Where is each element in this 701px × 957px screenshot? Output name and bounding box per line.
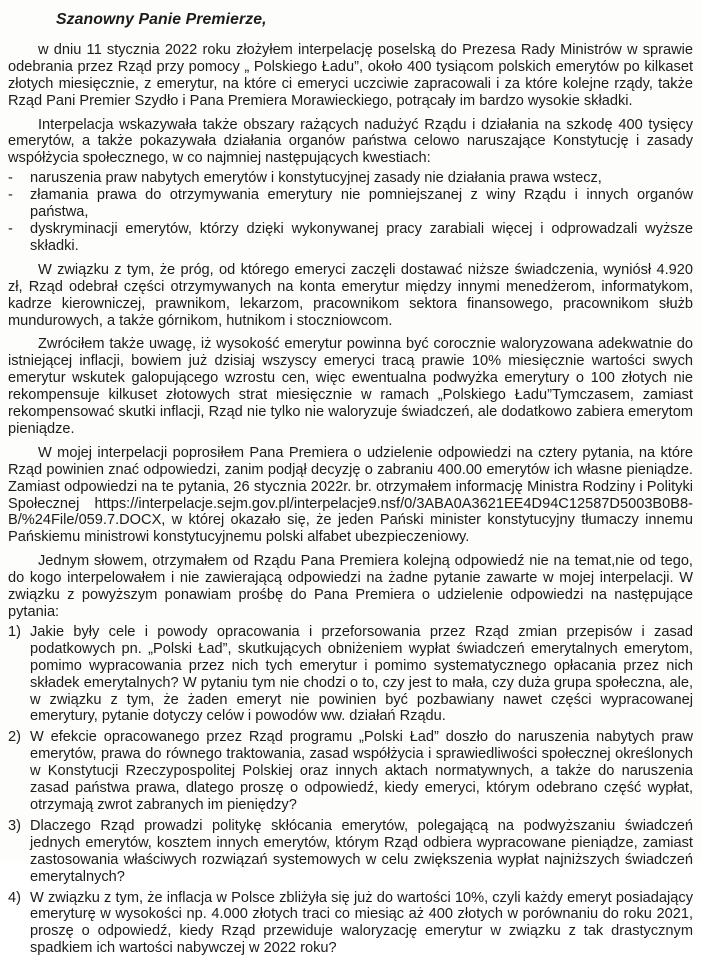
question-text: W związku z tym, że inflacja w Polsce zbliżyła się już do wartości 10%, czyli każdy emeryt posiadający emeryturę w wysokości np. 4.000 złotych traci co miesiąc aż 400 złotych w porównaniu do roku 2021, proszę o odpowiedź, kiedy Rząd przewiduje waloryzację emerytur w związku z tak drastycznym spadkiem ich wartości nabywczej w 2022 roku? [30,890,693,957]
question-text: Dlaczego Rząd prowadzi politykę skłócania emerytów, polegającą na podwyższaniu świadczeń jednych emerytów, kosztem innych emerytów, którym Rząd odbiera wypracowane pieniądze, zamiast zastosowania właściwych rozwiązań systemowych w celu zwiększenia wypłat najniższych świadczeń emerytalnych? [30,818,693,886]
question-text: Jakie były cele i powody opracowania i przeforsowania przez Rząd zmian przepisów i zasad podatkowych pn. „Polski Ład”, skutkujących obniżeniem wypłat świadczeń emerytalnych emerytom, pomimo wypracowania przez nich tych emerytur i pomimo systematycznego opłacania przez nich składek emerytalnych? W pytaniu tym nie chodzi o to, czy jest to mała, czy duża grupa społeczna, ale, w związku z tym, że żaden emeryt nie powinien być pozbawiany nawet części wypracowanej emerytury, pytanie dotyczy celów i powodów ww. działań Rządu. [30,624,693,725]
question-number: 2) [8,729,30,814]
question-number: 1) [8,624,30,725]
question-item [8,818,693,886]
question-number: 3) [8,818,30,886]
paragraph-naduzycia-intro: Interpelacja wskazywała także obszary rażących nadużyć Rządu i działania na szkodę 400 tysięcy emerytów, a także pokazywała działania organów państwa celowo naruszające Konstytucję i zasady współżycia społecznego, w co najmniej następujących kwestiach: [8,117,693,168]
paragraph-interpelacja-zlozenie: w dniu 11 stycznia 2022 roku złożyłem interpelację poselską do Prezesa Rady Ministrów w sprawie odebrania przez Rząd przy pomocy „ Polskiego Ładu”, około 400 tysiącom polskich emerytów po kilkaset złotych miesięcznie, z emerytur, na które ci emeryci uczciwie zapracowali i za które kolejne rządy, także Rząd Pani Premier Szydło i Pana Premiera Morawieckiego, potrącały im bardzo wysokie składki. [8,42,693,110]
question-item [8,890,693,957]
dash-item-text: dyskryminacji emerytów, którzy dzięki wykonywanej pracy zarabiali więcej i odprowadzali wyższe składki. [30,221,693,255]
dash-marker: - [8,187,30,221]
dash-marker: - [8,221,30,255]
dash-list [8,170,693,255]
paragraph-prog-swiadczen: W związku z tym, że próg, od którego emeryci zaczęli dostawać niższe świadczenia, wyniósł 4.920 zł, Rząd odebrał części otrzymywanych na konta emerytur między innymi menedżerom, informatykom, kadrze kierowniczej, prawnikom, lekarzom, pracownikom sektora finansowego, pracownikom służb mundurowych, a także górnikom, hutnikom i stoczniowcom. [8,262,693,330]
dash-list-item [8,187,693,221]
dash-list-item [8,170,693,187]
question-item [8,729,693,814]
paragraph-ponowienie-prosby: Jednym słowem, otrzymałem od Rządu Pana Premiera kolejną odpowiedź nie na temat,nie od tego, do kogo interpelowałem i nie zawierającą odpowiedzi na żadne pytanie zawarte w mojej interpelacji. W związku z powyższym ponawiam prośbę do Pana Premiera o udzielenie odpowiedzi na następujące pytania: [8,553,693,621]
numbered-questions-list [8,624,693,957]
paragraph-waloryzacja-inflacja: Zwróciłem także uwagę, iż wysokość emerytur powinna być corocznie waloryzowana adekwatnie do istniejącej inflacji, bowiem już dzisiaj wszyscy emeryci tracą prawie 10% miesięcznie wartości swych emerytur wskutek galopującego wzrostu cen, więc ewentualna podwyżka emerytury o 100 złotych nie rekompensuje kilkuset złotowych strat miesięcznie w ramach „Polskiego Ładu”Tymczasem, zamiast rekompensować skutki inflacji, Rząd nie tylko nie waloryzuje świadczeń, ale dodatkowo zabiera emerytom pieniądze. [8,336,693,437]
question-number: 4) [8,890,30,957]
dash-marker: - [8,170,30,187]
salutation: Szanowny Panie Premierze, [56,12,693,29]
dash-item-text: złamania prawa do otrzymywania emerytury nie pomniejszanej z winy Rządu i innych organów państwa, [30,187,693,221]
question-item [8,624,693,725]
paragraph-odpowiedz-ministra: W mojej interpelacji poprosiłem Pana Premiera o udzielenie odpowiedzi na cztery pytania, na które Rząd powinien znać odpowiedzi, zanim podjął decyzję o zabraniu 400.00 emerytów ich własne pieniądze. Zamiast odpowiedzi na te pytania, 26 stycznia 2022r. br. otrzymałem informację Ministra Rodziny i Polityki Społecznej https://interpelacje.sejm.gov.pl/interpelacje9.nsf/0/3ABA0A3621EE4D94C12587D5003B0B8-B/%24File/059.7.DOCX, w której okazało się, że jeden Pański minister konstytucyjny tłumaczy innemu Pańskiemu ministrowi konstytucyjnemu polski alfabet ubezpieczeniowy. [8,445,693,546]
dash-item-text: naruszenia praw nabytych emerytów i konstytucyjnej zasady nie działania prawa wstecz, [30,170,693,187]
question-text: W efekcie opracowanego przez Rząd programu „Polski Ład” doszło do naruszenia nabytych praw emerytów, prawa do równego traktowania, zasad współżycia i sprawiedliwości społecznej określonych w Konstytucji Rzeczypospolitej Polskiej oraz innych aktach normatywnych, a także do naruszenia zasad państwa prawa, dlatego proszę o odpowiedź, kiedy emeryci, którym odebrano część wypłat, otrzymają zwrot zabranych im pieniędzy? [30,729,693,814]
dash-list-item [8,221,693,255]
